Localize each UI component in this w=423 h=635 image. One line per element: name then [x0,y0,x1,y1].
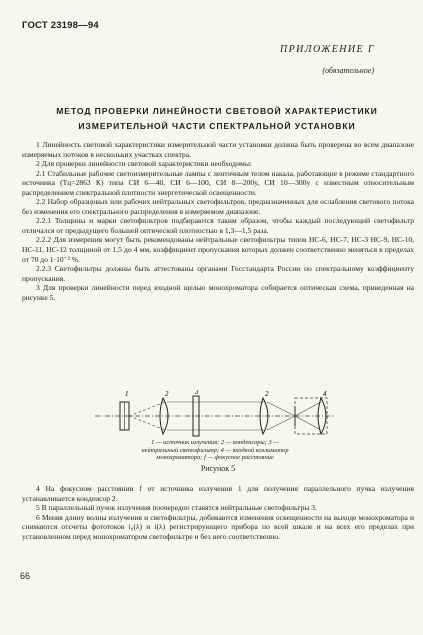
figure-label-3: 3 [195,390,199,396]
figure-label-2b: 2 [265,390,269,398]
paragraph-5: 5 В параллельный пучок излучения поочередно ставятся нейтральные светофильтры 3. [36,503,317,513]
paragraph-6: 6 Меняя длину волны излучения и светофильтры, добиваются изменения освещенности на выходе монохроматора и снимаются отсчеты фототоков i₀(λ) и i(λ) регистрирующего прибора по всей шкале и на всех его пределах при установленном перед монохроматором светофильтре и без него соответственно. [22,512,414,541]
optical-scheme-figure [95,390,335,442]
figure-label-4: 4 [323,390,327,398]
standard-number: ГОСТ 23198—94 [22,20,99,31]
caption-line-1: 1 — источник излучения; 2 — конденсоры; 3 — [151,439,279,446]
caption-line-3: монохроматора; f — фокусное расстояние [156,454,274,462]
paragraph-2-1: 2.1 Стабильные рабочие светоизмерительные лампы с ленточным телом накала, работающие в режиме стандартного источника (Tц=2863 К) типа СИ 6—40, СИ 6—100, СИ 8—200у, СИ 10—300у с известным относительным распределением спектральной плотности энергетической освещенности. [22,168,414,197]
paragraph-3: 3 Для проверки линейности перед входной щелью монохроматора собирается оптическая схема, приведенная на рисунке 5. [22,283,414,302]
paragraph-1: 1 Линейность световой характеристики измерительной части установки должна быть проверена во всем диапазоне измеряемых потоков в нескольких участках спектра. [22,140,414,159]
appendix-status: (обязательное) [322,66,374,75]
caption-line-2: нейтральный светофильтр; 4 — входной коллиматор [141,446,289,454]
body-text-block [22,140,414,302]
paragraph-2-2-3: 2.2.3 Светофильтры должны быть аттестованы органами Госстандарта России по спектральному коэффициенту пропускания. [22,264,414,283]
section-title-line-2: ИЗМЕРИТЕЛЬНОЙ ЧАСТИ СПЕКТРАЛЬНОЙ УСТАНОВКИ [78,121,356,131]
figure-title: Рисунок 5 [200,464,236,473]
figure-label-1: 1 [125,390,129,398]
section-title-line-1: МЕТОД ПРОВЕРКИ ЛИНЕЙНОСТИ СВЕТОВОЙ ХАРАКТЕРИСТИКИ [56,106,378,116]
body-text-block-2 [22,484,414,541]
figure-caption [100,439,330,462]
page-number: 66 [20,571,31,581]
figure-label-2: 2 [165,390,169,398]
paragraph-2-2-1: 2.2.1 Толщины и марки светофильтров подбираются таким образом, чтобы каждый последующий светофильтр отличался от предыдущего большей оптической плотностью в 1,3—1,5 раза. [22,216,414,235]
paragraph-2-2-2: 2.2.2 Для измерения могут быть рекомендованы нейтральные светофильтры типов НС-6, НС-7, НС-3 НС-9, НС-10, НС-11, НС-12 толщиной от 1,5 до 4 мм, коэффициент пропускания которых должен соответственно меняться в пределах от 70 до 1·10⁻² %. [22,235,414,264]
paragraph-2-2: 2.2 Набор образцовых или рабочих нейтральных светофильтров, предназначенных для ослабления светового потока без изменения его спектрального распределения в измеряемом диапазоне. [22,197,414,216]
paragraph-2: 2 Для проверки линейности световой характеристики необходимы: [36,159,252,169]
paragraph-4: 4 На фокусном расстоянии f от источника излучения 1 для получения параллельного пучка излучения устанавливается конденсор 2. [22,484,414,503]
appendix-label: ПРИЛОЖЕНИЕ Г [280,44,375,55]
